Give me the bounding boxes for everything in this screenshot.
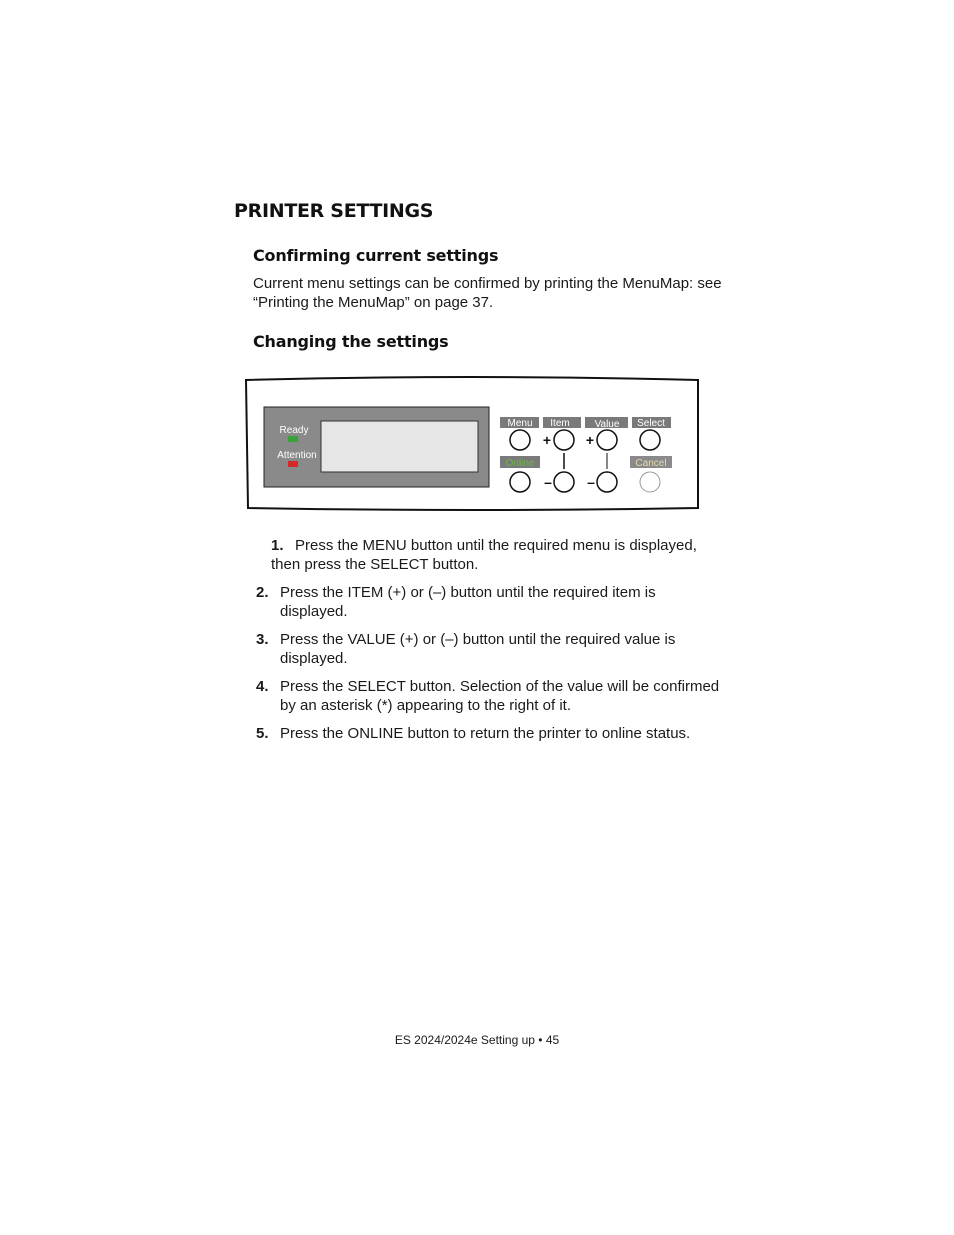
cancel-button[interactable]	[640, 472, 660, 492]
online-button[interactable]	[510, 472, 530, 492]
value-plus-button[interactable]	[597, 430, 617, 450]
ready-led	[288, 436, 298, 442]
page-heading: PRINTER SETTINGS	[234, 200, 434, 222]
item-minus-button[interactable]	[554, 472, 574, 492]
section-title-changing: Changing the settings	[253, 332, 449, 351]
step-number: 4.	[256, 678, 269, 695]
cancel-label: Cancel	[635, 458, 667, 469]
step-item	[256, 536, 726, 574]
page-footer: ES 2024/2024e Setting up • 45	[394, 1033, 560, 1047]
select-label: Select	[637, 418, 665, 429]
attention-led	[288, 461, 298, 467]
value-minus-button[interactable]	[597, 472, 617, 492]
value-minus-sign: –	[587, 474, 595, 490]
steps-list	[256, 536, 726, 752]
step-number: 5.	[256, 725, 269, 742]
step-item	[256, 724, 726, 743]
menu-button[interactable]	[510, 430, 530, 450]
menu-label: Menu	[507, 418, 533, 429]
online-label: Online	[505, 458, 535, 469]
item-plus-sign: +	[542, 432, 552, 448]
step-item	[256, 677, 726, 715]
operator-panel-illustration	[240, 372, 704, 514]
step-text: Press the ITEM (+) or (–) button until the required item is displayed.	[280, 584, 656, 620]
section-body-confirming: Current menu settings can be confirmed by printing the MenuMap: see “Printing the MenuMap” on page 37.	[253, 275, 722, 311]
ready-label: Ready	[279, 425, 309, 436]
attention-label: Attention	[277, 450, 317, 461]
step-number: 3.	[256, 631, 269, 648]
step-text: Press the ONLINE button to return the printer to online status.	[280, 725, 691, 742]
step-item	[256, 583, 726, 621]
select-button[interactable]	[640, 430, 660, 450]
step-number: 1.	[271, 537, 284, 554]
item-label: Item	[550, 418, 570, 429]
value-plus-sign: +	[585, 432, 595, 448]
step-text: Press the MENU button until the required menu is displayed, then press the SELECT button.	[271, 537, 697, 573]
step-number: 2.	[256, 584, 269, 601]
item-plus-button[interactable]	[554, 430, 574, 450]
lcd-screen	[321, 421, 478, 472]
item-minus-sign: –	[544, 474, 552, 490]
step-text: Press the VALUE (+) or (–) button until the required value is displayed.	[280, 631, 676, 667]
section-title-confirming: Confirming current settings	[253, 246, 499, 265]
value-label: Value	[594, 419, 620, 430]
step-text: Press the SELECT button. Selection of the value will be confirmed by an asterisk (*) appearing to the right of it.	[280, 678, 720, 714]
step-item	[256, 630, 726, 668]
